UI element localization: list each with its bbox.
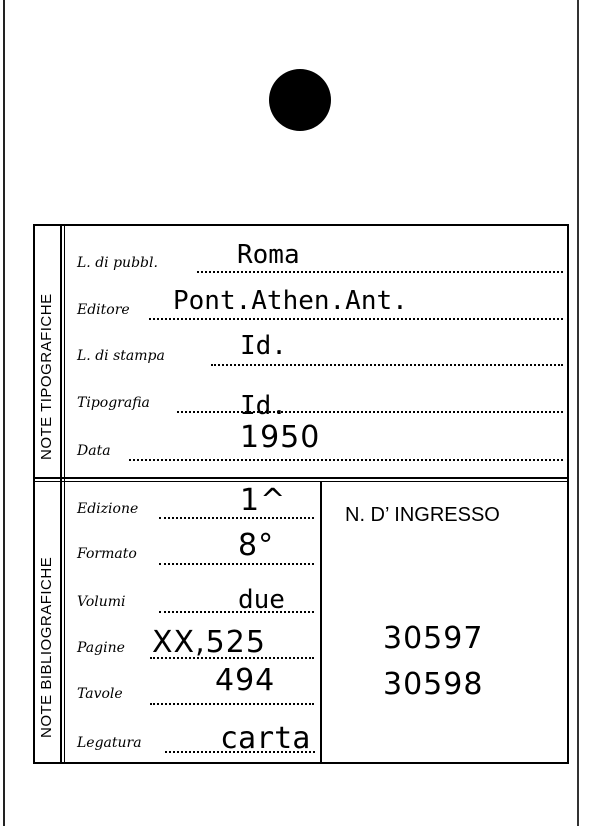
value-editore: Pont.Athen.Ant.: [173, 286, 408, 316]
value-formato: 8°: [238, 528, 275, 563]
label-legatura: Legatura: [77, 735, 142, 751]
section-divider-inner: [35, 481, 567, 482]
ingresso-number-1: 30597: [383, 621, 484, 656]
label-edizione: Edizione: [77, 501, 139, 517]
ingresso-label: N. D’ INGRESSO: [345, 504, 500, 526]
card-right-edge: [577, 0, 579, 826]
label-tipografia: Tipografia: [77, 395, 150, 411]
dots-data: [129, 459, 563, 461]
value-tipografia: Id.: [240, 391, 287, 421]
value-edizione: 1^: [240, 483, 287, 518]
value-data: 1950: [240, 420, 321, 455]
label-pagine: Pagine: [77, 640, 125, 656]
section-divider: [35, 477, 567, 479]
value-luogo-stampa: Id.: [240, 331, 287, 361]
value-tavole: 494: [215, 663, 276, 698]
label-volumi: Volumi: [77, 594, 126, 610]
label-luogo-pubblicazione: L. di pubbl.: [77, 255, 158, 271]
note-tipografiche-label: NOTE TIPOGRAFICHE: [38, 293, 55, 460]
side-label-divider-inner: [64, 226, 65, 762]
label-tavole: Tavole: [77, 686, 123, 702]
dots-edizione: [159, 517, 314, 519]
value-volumi: due: [238, 585, 285, 615]
dots-formato: [159, 563, 314, 565]
ingresso-number-2: 30598: [383, 667, 484, 702]
value-legatura: carta: [220, 721, 311, 756]
note-bibliografiche-label: NOTE BIBLIOGRAFICHE: [38, 556, 55, 738]
label-luogo-stampa: L. di stampa: [77, 348, 165, 364]
punch-hole: [269, 69, 331, 131]
label-data: Data: [77, 443, 111, 459]
dots-volumi: [159, 611, 314, 613]
dots-luogo-pubblicazione: [197, 271, 563, 273]
label-formato: Formato: [77, 546, 137, 562]
ingresso-divider: [320, 481, 322, 762]
dots-editore: [149, 318, 563, 320]
dots-tipografia: [177, 411, 563, 413]
card-left-edge: [3, 0, 5, 826]
dots-tavole: [150, 703, 314, 705]
side-label-divider: [60, 226, 62, 762]
label-editore: Editore: [77, 302, 130, 318]
dots-luogo-stampa: [211, 364, 563, 366]
value-luogo-pubblicazione: Roma: [237, 240, 300, 270]
value-pagine: XX,525: [152, 625, 266, 660]
